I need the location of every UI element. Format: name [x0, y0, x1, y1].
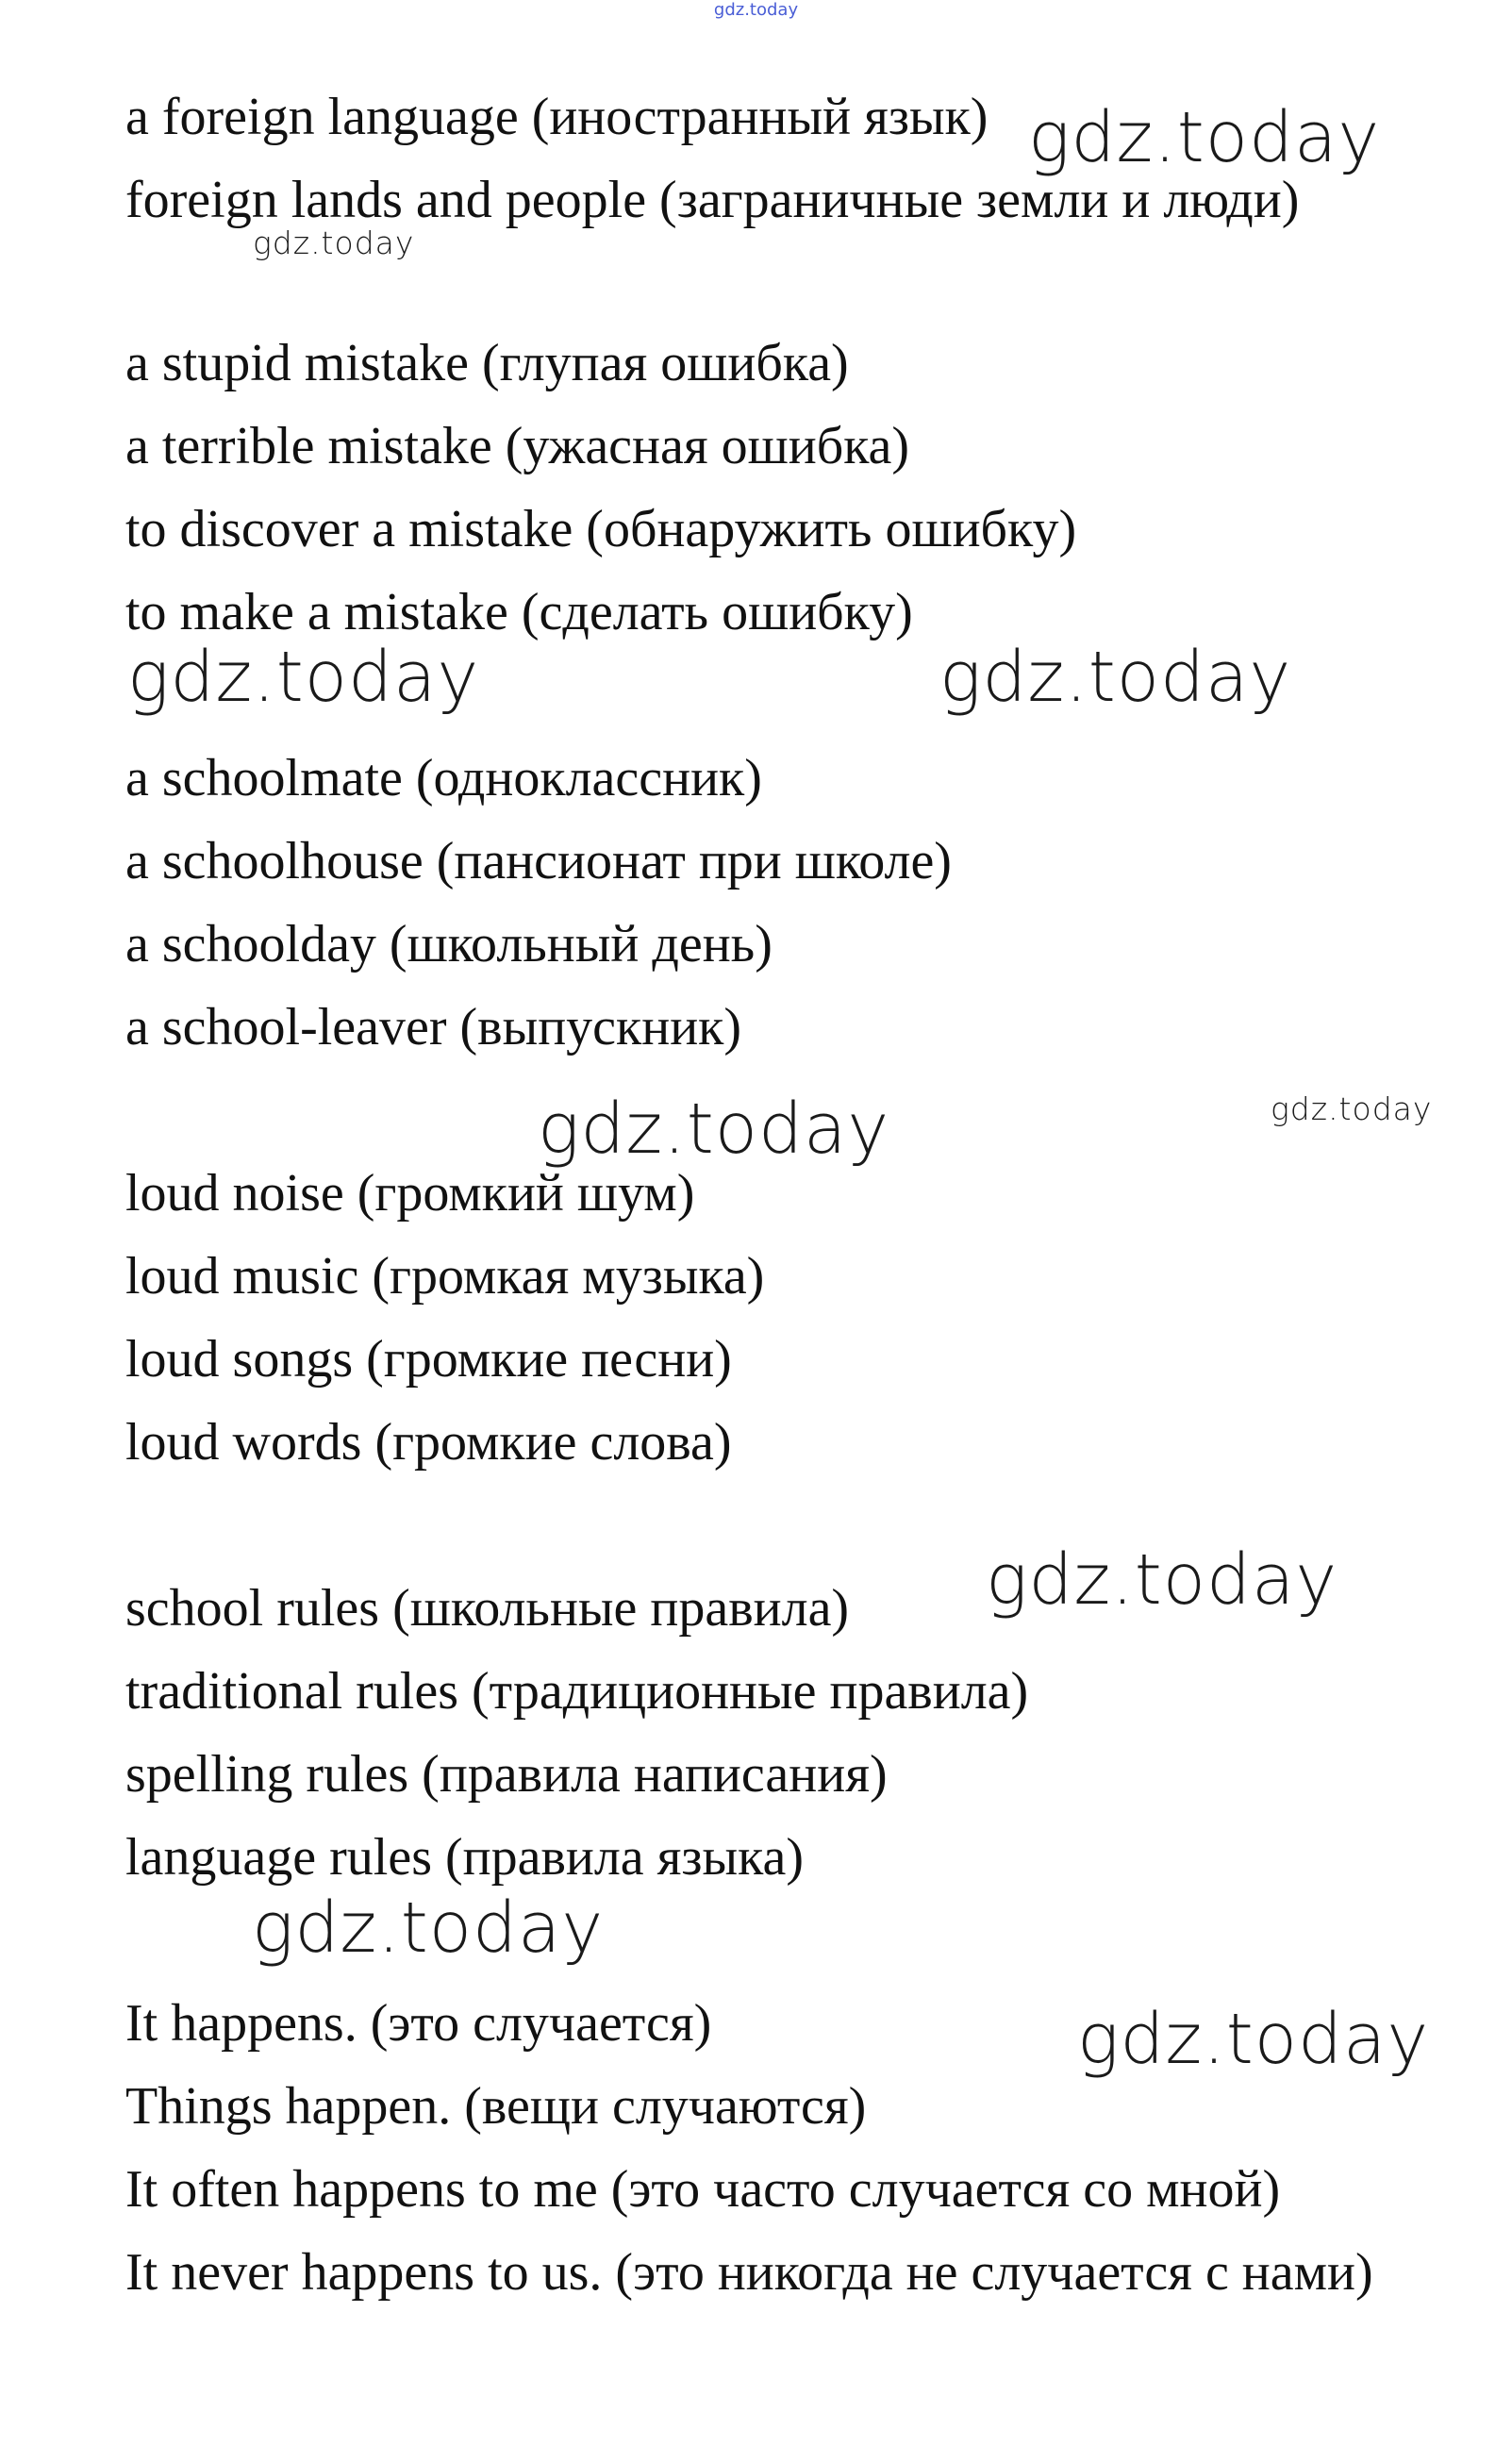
- phrase-line: It often happens to me (это часто случается со мной): [125, 2160, 1281, 2219]
- watermark: gdz.today: [986, 1539, 1338, 1621]
- phrase-line: loud noise (громкий шум): [125, 1164, 695, 1222]
- phrase-line: school rules (школьные правила): [125, 1579, 850, 1638]
- watermark: gdz.today: [1028, 97, 1381, 178]
- phrase-line: Things happen. (вещи случаются): [125, 2077, 867, 2136]
- watermark: gdz.today: [939, 637, 1292, 718]
- watermark: gdz.today: [127, 637, 480, 718]
- phrase-line: a school-leaver (выпускник): [125, 998, 742, 1056]
- watermark: gdz.today: [253, 225, 415, 261]
- watermark: gdz.today: [1271, 1090, 1433, 1127]
- watermark: gdz.today: [252, 1888, 605, 1969]
- phrase-line: a schoolhouse (пансионат при школе): [125, 832, 952, 890]
- phrase-line: foreign lands and people (заграничные земли и люди): [125, 171, 1300, 229]
- phrase-line: a terrible mistake (ужасная ошибка): [125, 417, 910, 475]
- phrase-line: It happens. (это случается): [125, 1994, 712, 2053]
- watermark: gdz.today: [1077, 1999, 1430, 2080]
- phrase-line: traditional rules (традиционные правила): [125, 1662, 1029, 1721]
- phrase-line: It never happens to us. (это никогда не случается с нами): [125, 2243, 1373, 2302]
- phrase-line: loud words (громкие слова): [125, 1413, 732, 1472]
- phrase-line: a schoolday (школьный день): [125, 915, 773, 973]
- watermark: gdz.today: [538, 1089, 890, 1170]
- phrase-line: a foreign language (иностранный язык): [125, 88, 989, 146]
- phrase-line: a stupid mistake (глупая ошибка): [125, 334, 849, 392]
- phrase-line: spelling rules (правила написания): [125, 1745, 888, 1804]
- source-mark: gdz.today: [713, 0, 799, 20]
- phrase-line: a schoolmate (одноклассник): [125, 749, 762, 807]
- phrase-line: loud music (громкая музыка): [125, 1247, 765, 1306]
- phrase-line: to discover a mistake (обнаружить ошибку): [125, 500, 1077, 558]
- phrase-line: language rules (правила языка): [125, 1828, 805, 1887]
- phrase-line: loud songs (громкие песни): [125, 1330, 732, 1389]
- phrase-line: to make a mistake (сделать ошибку): [125, 583, 913, 641]
